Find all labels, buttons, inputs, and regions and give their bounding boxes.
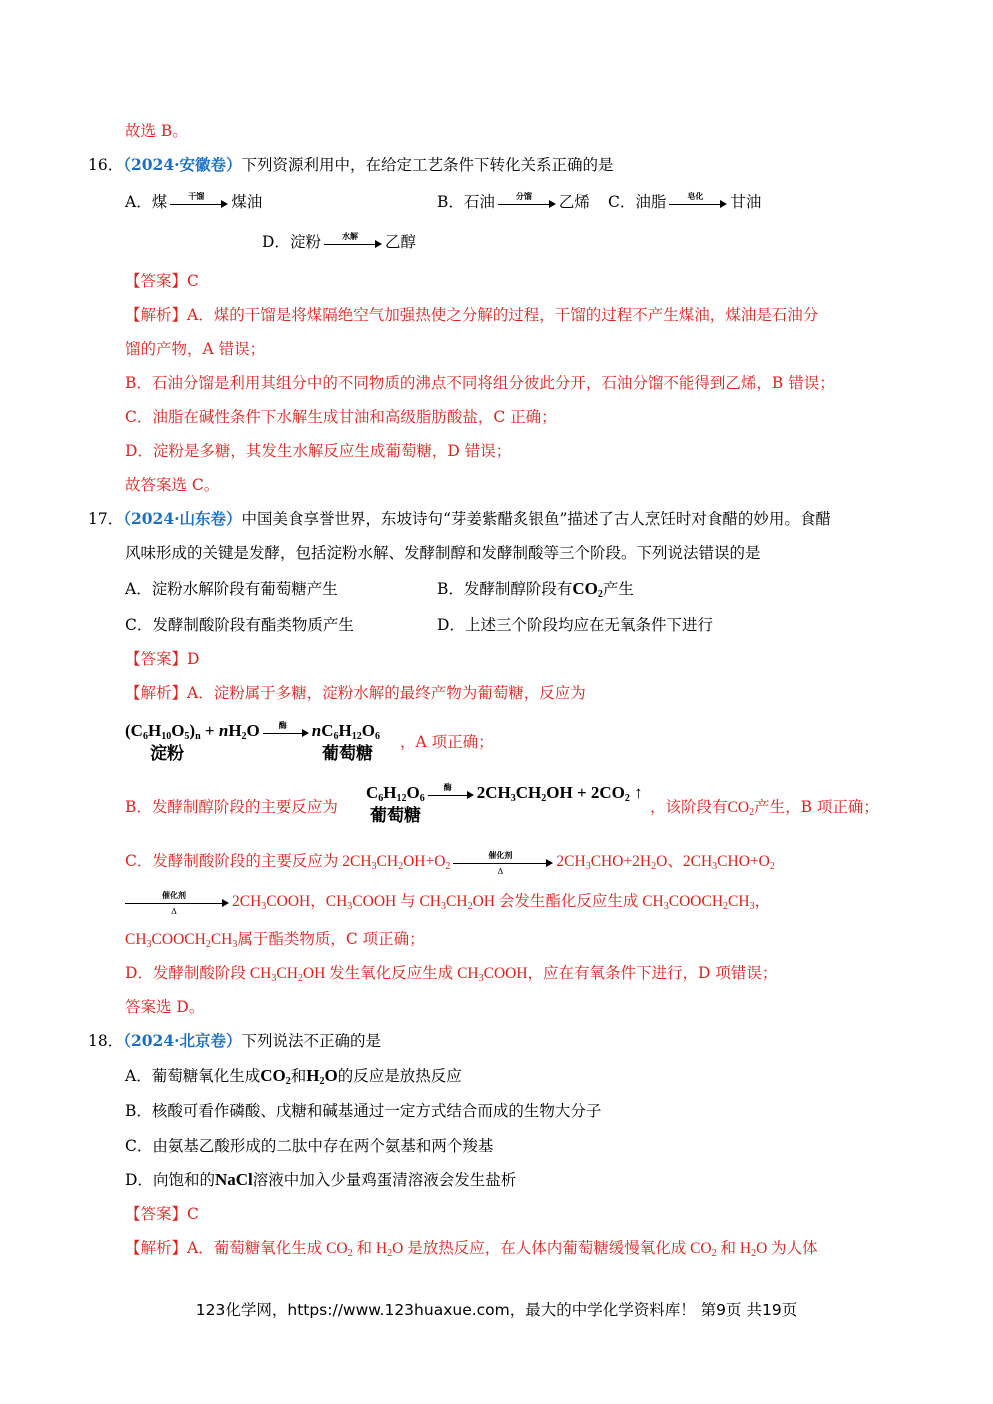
q17-equation-hydrolysis: $(C_6H_{10}O_5)_n + nH_2O$ 酶 $nC_6H_{12}O_6$ <box>125 720 380 742</box>
q17-analysis-d: D．发酵制酸阶段 $CH_3CH_2OH$ 发生氧化反应生成 $CH_3COOH$，应在有氧条件下进行，D 项错误； <box>125 964 778 984</box>
q17-analysis-c-line-3: $CH_3COOCH_2CH_3$属于酯类物质，C 项正确； <box>125 930 425 950</box>
reaction-arrow: 水解 <box>324 236 382 250</box>
q17-conclusion: 答案选 D。 <box>125 998 205 1016</box>
q16-number: 16． <box>88 156 124 174</box>
reaction-arrow: 酶 <box>428 787 474 801</box>
q16-analysis-line-1: 【解析】A．煤的干馏是将煤隔绝空气加强热使之分解的过程，干馏的过程不产生煤油，煤油是石油分 <box>125 306 819 324</box>
q16-option-a: A．煤 干馏 煤油 <box>125 191 263 211</box>
q16-analysis-conclusion: 故答案选 C。 <box>125 476 220 494</box>
q18-option-b: B．核酸可看作磷酸、戊糖和碱基通过一定方式结合而成的生物大分子 <box>125 1102 602 1120</box>
q17-option-b: B．发酵制醇阶段有$CO_2$产生 <box>437 579 634 600</box>
glucose-label: 葡萄糖 <box>322 744 373 764</box>
q16-analysis-line-5: D．淀粉是多糖，其发生水解反应生成葡萄糖，D 错误； <box>125 442 512 460</box>
q18-source: （2024·北京卷） <box>123 1031 242 1050</box>
q16-source: （2024·安徽卷） <box>123 155 242 174</box>
q16-analysis-line-4: C．油脂在碱性条件下水解生成甘油和高级脂肪酸盐，C 正确； <box>125 408 557 426</box>
q16-option-c: C．油脂 皂化 甘油 <box>608 191 762 211</box>
q18-option-a: A．葡萄糖氧化生成$CO_2$和$H_2O$的反应是放热反应 <box>125 1066 462 1087</box>
q17-analysis-b: B．发酵制醇阶段的主要反应为 <box>125 798 338 816</box>
q18-stem: 18．（2024·北京卷）下列说法不正确的是 <box>88 1031 382 1050</box>
starch-label: 淀粉 <box>150 744 184 764</box>
q17-option-c: C．发酵制酸阶段有酯类物质产生 <box>125 616 354 634</box>
q18-answer: 【答案】C <box>125 1205 199 1223</box>
q16-stem <box>88 154 614 176</box>
reaction-arrow: 干馏 <box>170 196 228 210</box>
q17-equation-fermentation: $C_6H_{12}O_6$ 酶 $2CH_3CH_2OH + 2CO_2$ ↑ <box>366 782 643 804</box>
reaction-arrow: 催化剂 Δ <box>125 895 229 909</box>
q16-option-d: D．淀粉 水解 乙醇 <box>262 231 416 251</box>
q16-analysis-line-3: B．石油分馏是利用其组分中的不同物质的沸点不同将组分彼此分开，石油分馏不能得到乙烯，B 错误； <box>125 374 835 392</box>
reaction-arrow: 分馏 <box>498 196 556 210</box>
q17-a-conclusion: ，A 项正确； <box>400 733 494 751</box>
q16-answer: 【答案】C <box>125 272 199 290</box>
q18-option-d: D．向饱和的NaCl溶液中加入少量鸡蛋清溶液会发生盐析 <box>125 1170 517 1189</box>
q17-option-d: D．上述三个阶段均应在无氧条件下进行 <box>437 616 713 634</box>
reaction-arrow: 皂化 <box>669 196 727 210</box>
q17-analysis-c-line-2: 催化剂 Δ $2CH_3COOH$，$CH_3COOH$ 与 $CH_3CH_2OH$ 会发生酯化反应生成 $CH_3COOCH_2CH_3$， <box>125 890 770 913</box>
q17-stem: 17．（2024·山东卷）中国美食享誉世界，东坡诗句“芽姜紫醋炙银鱼”描述了古人烹饪时对食醋的妙用。食醋 <box>88 509 831 528</box>
reaction-arrow: 催化剂 Δ <box>453 855 553 869</box>
q16-analysis-line-2: 馏的产物，A 错误； <box>125 340 266 358</box>
q17-option-a: A．淀粉水解阶段有葡萄糖产生 <box>125 580 338 598</box>
q17-b-conclusion: ，该阶段有$CO_2$产生，B 项正确； <box>650 798 879 818</box>
q17-analysis-a: 【解析】A．淀粉属于多糖，淀粉水解的最终产物为葡萄糖，反应为 <box>125 684 586 702</box>
q17-analysis-c: C．发酵制酸阶段的主要反应为 $2CH_3CH_2OH+O_2$ 催化剂 Δ $2CH_3CHO+2H_2O$、$2CH_3CHO+O_2$ <box>125 850 775 876</box>
q17-source: （2024·山东卷） <box>123 509 242 528</box>
q17-answer: 【答案】D <box>125 650 200 668</box>
q18-option-c: C．由氨基乙酸形成的二肽中存在两个氨基和两个羧基 <box>125 1137 494 1155</box>
q16-stem-text: 下列资源利用中，在给定工艺条件下转化关系正确的是 <box>241 156 614 174</box>
glucose-label-b: 葡萄糖 <box>370 806 421 826</box>
q15-conclusion: 故选 B。 <box>125 122 188 140</box>
page-footer: 123化学网，https://www.123huaxue.com，最大的中学化学资料库！ 第9页 共19页 <box>195 1301 798 1319</box>
q18-analysis-a: 【解析】A．葡萄糖氧化生成 $CO_2$ 和 $H_2O$ 是放热反应，在人体内葡萄糖缓慢氧化成 $CO_2$ 和 $H_2O$ 为人体 <box>125 1239 818 1259</box>
q17-stem-line-2: 风味形成的关键是发酵，包括淀粉水解、发酵制醇和发酵制酸等三个阶段。下列说法错误的是 <box>125 544 761 562</box>
q16-option-b: B．石油 分馏 乙烯 <box>437 191 590 211</box>
reaction-arrow: 酶 <box>263 725 309 739</box>
